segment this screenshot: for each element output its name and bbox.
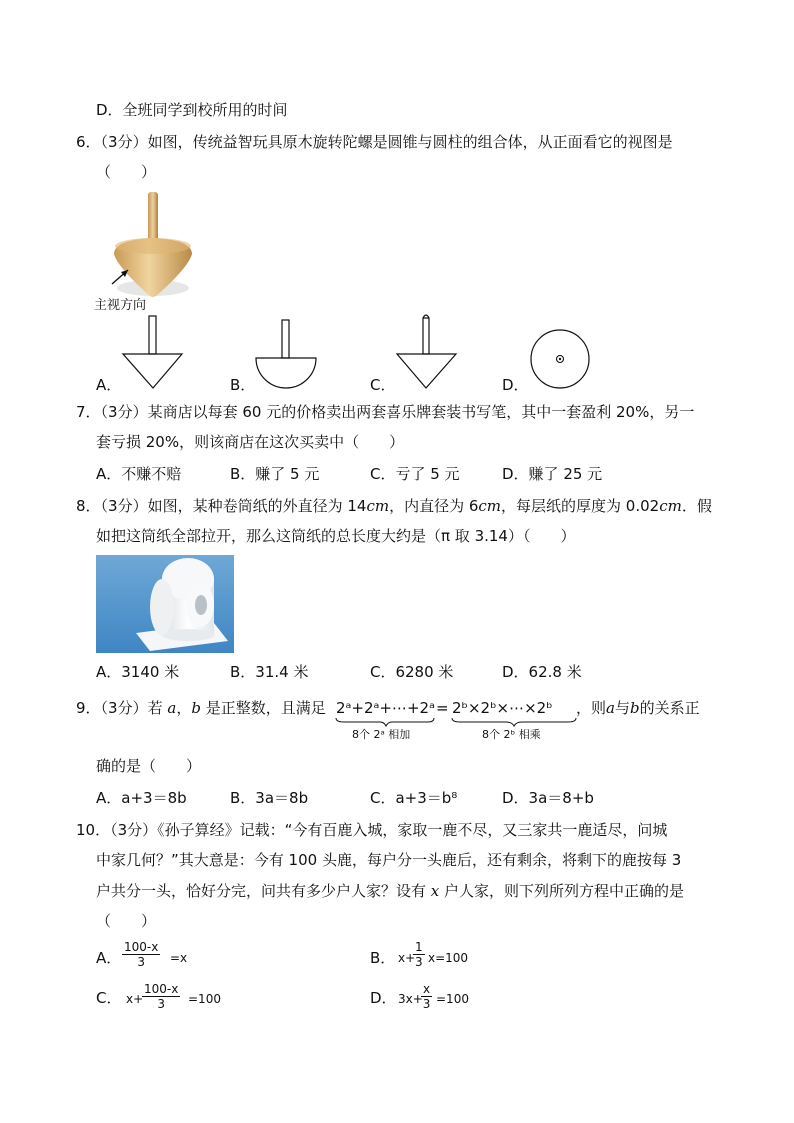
q6-option-d: D． xyxy=(502,376,529,394)
q10-option-d-rest: =100 xyxy=(436,992,469,1006)
q8-option-b: B．31.4 米 xyxy=(230,663,309,681)
q6-option-d-figure xyxy=(526,326,594,392)
q9-left-expression: 2ᵃ+2ᵃ+⋯+2ᵃ xyxy=(336,699,435,717)
q7-option-c: C．亏了 5 元 xyxy=(370,465,460,483)
q5-option-d: D．全班同学到校所用的时间 xyxy=(96,101,288,119)
q10-option-a-fraction: $\frac{100-x}{3}$ xyxy=(124,940,159,969)
q10-stem-line3: 户共分一头，恰好分完，问共有多少户人家？设有 x 户人家，则下列所列方程中正确的是 xyxy=(96,882,685,900)
q6-stem-line2: （ ） xyxy=(96,163,157,181)
q10-option-c-label: C． xyxy=(96,989,122,1007)
q9-stem-suffix: ，则a与b的关系正 xyxy=(576,699,700,717)
q9-stem-line2: 确的是（ ） xyxy=(96,757,202,775)
q7-stem-line1: 7．（3分）某商店以每套 60 元的价格卖出两套喜乐牌套装书写笔，其中一套盈利 20%，另一 xyxy=(76,403,695,421)
q9-stem-prefix: 9．（3分）若 a，b 是正整数，且满足 xyxy=(76,699,326,717)
q10-option-d-pre: 3x+ xyxy=(398,992,423,1006)
q9-right-expression: 2ᵇ×2ᵇ×⋯×2ᵇ xyxy=(452,699,553,717)
q6-option-c-figure xyxy=(394,310,460,392)
q9-equals: = xyxy=(436,699,449,717)
q7-option-d: D．赚了 25 元 xyxy=(502,465,603,483)
q10-option-a-rest: =x xyxy=(170,951,188,965)
q10-stem-line2: 中家几何？”其大意是：今有 100 头鹿，每户分一头鹿后，还有剩余，将剩下的鹿按每 3 xyxy=(96,851,682,869)
q10-option-b-pre: x+ xyxy=(398,951,416,965)
q10-option-d-label: D． xyxy=(370,989,397,1007)
q10-stem-line4: （ ） xyxy=(96,912,157,930)
q6-option-c: C． xyxy=(370,376,396,394)
q10-option-b-rest: x=100 xyxy=(428,951,469,965)
q10-option-b-label: B． xyxy=(370,949,396,967)
q10-option-c-fraction: $\frac{100-x}{3}$ xyxy=(144,982,179,1011)
q6-option-a: A． xyxy=(96,376,122,394)
figure-caption: 主视方向 xyxy=(94,298,147,313)
q7-option-b: B．赚了 5 元 xyxy=(230,465,320,483)
q10-option-c-rest: =100 xyxy=(188,992,221,1006)
q8-stem-line2: 如把这筒纸全部拉开，那么这筒纸的总长度大约是（π 取 3.14）（ ） xyxy=(96,527,576,545)
q9-right-brace-label: 8个 2ᵇ 相乘 xyxy=(482,728,541,741)
q10-option-c-pre: x+ xyxy=(126,992,144,1006)
q6-stem-line1: 6．（3分）如图，传统益智玩具原木旋转陀螺是圆锥与圆柱的组合体，从正面看它的视图是 xyxy=(76,133,673,151)
spinning-top-figure xyxy=(92,188,192,310)
q6-option-b-figure xyxy=(252,316,322,392)
q7-stem-line2: 套亏损 20%，则该商店在这次买卖中（ ） xyxy=(96,433,405,451)
q8-option-c: C．6280 米 xyxy=(370,663,454,681)
q9-left-brace-label: 8个 2ᵃ 相加 xyxy=(352,728,411,741)
q9-option-a: A．a+3＝8b xyxy=(96,789,187,807)
q7-option-a: A．不赚不赔 xyxy=(96,465,182,483)
q10-option-d-fraction: $\frac{x}{3}$ xyxy=(422,982,431,1011)
q6-option-a-figure xyxy=(120,312,186,392)
toilet-paper-figure xyxy=(96,555,234,653)
q9-option-b: B．3a＝8b xyxy=(230,789,309,807)
q10-option-a-label: A． xyxy=(96,949,122,967)
q6-option-b: B． xyxy=(230,376,256,394)
q10-option-b-fraction: $\frac{1}{3}$ xyxy=(415,940,423,969)
q10-stem-line1: 10．（3分）《孙子算经》记载：“今有百鹿入城，家取一鹿不尽，又三家共一鹿适尽，问城 xyxy=(76,821,668,839)
q8-option-d: D．62.8 米 xyxy=(502,663,582,681)
q8-option-a: A．3140 米 xyxy=(96,663,180,681)
q9-option-c: C．a+3＝b⁸ xyxy=(370,789,458,807)
q9-option-d: D．3a＝8+b xyxy=(502,789,594,807)
q8-stem-line1: 8．（3分）如图，某种卷筒纸的外直径为 14cm，内直径为 6cm，每层纸的厚度为 0.02cm．假 xyxy=(76,497,712,515)
